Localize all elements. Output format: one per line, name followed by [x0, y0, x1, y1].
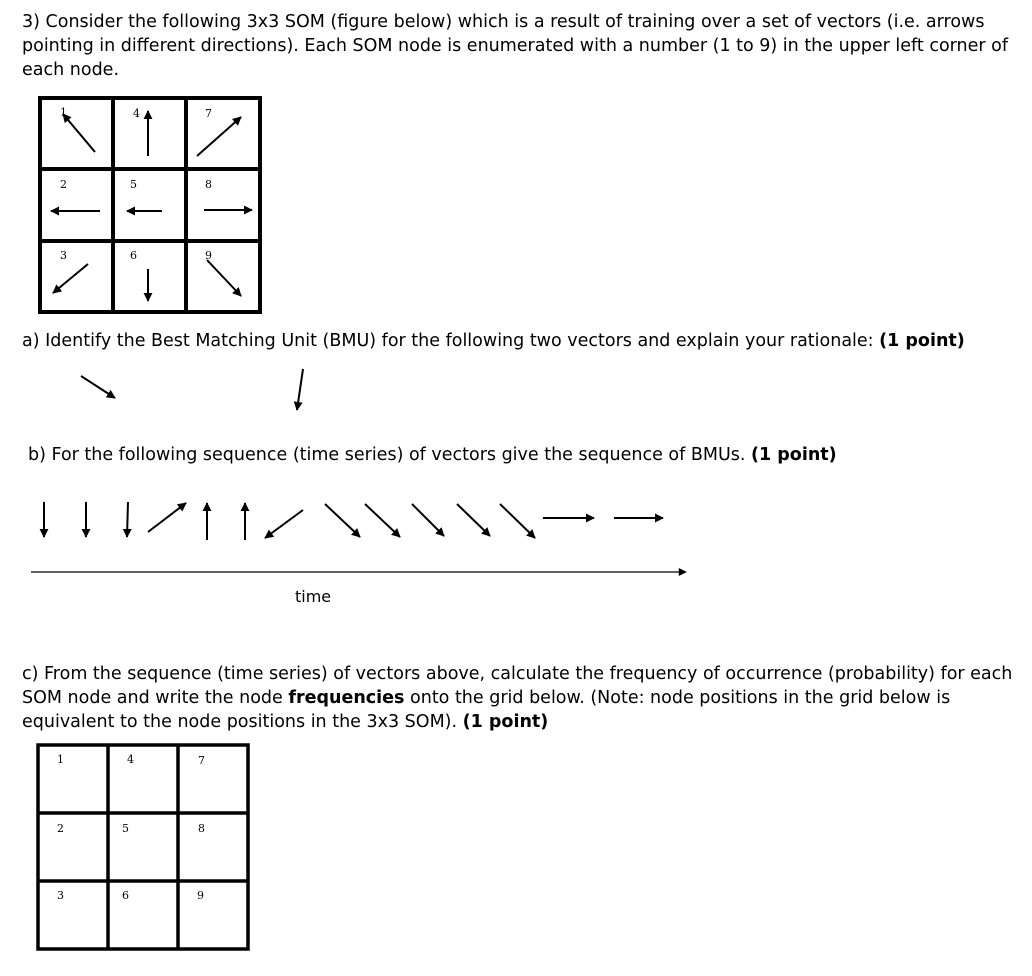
- answer-grid-number: 1: [57, 753, 64, 766]
- part-c-line-2: [22, 686, 1022, 710]
- som-node-number: 3: [60, 249, 67, 262]
- part-a-points: (1 point): [879, 331, 965, 351]
- som-node-number: 7: [205, 107, 212, 120]
- answer-grid-number: 9: [197, 889, 204, 902]
- som-node-number: 8: [205, 178, 212, 191]
- answer-grid-number: 7: [198, 754, 205, 767]
- vector-down-icon: [297, 369, 303, 410]
- part-b-text: b) For the following sequence (time series) of vectors give the sequence of BMUs.: [28, 445, 751, 465]
- seq-down-left-icon: [265, 510, 303, 538]
- part-a-vectors: [81, 369, 303, 410]
- answer-grid-number: 8: [198, 822, 205, 835]
- answer-grid-number: 2: [57, 822, 64, 835]
- part-c-bold-word: frequencies: [288, 688, 405, 708]
- seq-down-right-icon: [325, 504, 360, 537]
- part-c-line-3-start: equivalent to the node positions in the 3x3 SOM).: [22, 712, 463, 732]
- som-node-number: 9: [205, 249, 212, 262]
- part-a-text: a) Identify the Best Matching Unit (BMU) for the following two vectors and explain your rationale:: [22, 331, 880, 351]
- answer-grid: [38, 745, 248, 949]
- part-c-line-2-start: SOM node and write the node: [22, 688, 289, 708]
- time-axis-label: time: [295, 587, 332, 606]
- som-node-number: 5: [130, 178, 137, 191]
- vector-down-right-icon: [81, 376, 115, 398]
- node-7-arrow-icon: [197, 117, 241, 156]
- seq-up-right-icon: [148, 503, 186, 532]
- answer-grid-number: 5: [122, 822, 129, 835]
- som-node-number: 2: [60, 178, 67, 191]
- node-1-arrow-icon: [63, 114, 95, 152]
- part-c-line-2-end: onto the grid below. (Note: node positions in the grid below is: [404, 688, 951, 708]
- som-node-number: 1: [60, 106, 67, 119]
- answer-grid-number: 4: [127, 753, 134, 766]
- intro-line-1: 3) Consider the following 3x3 SOM (figure below) which is a result of training over a set of vectors (i.e. arrows: [22, 12, 985, 32]
- som-node-number: 6: [130, 249, 137, 262]
- node-3-arrow-icon: [53, 264, 88, 293]
- seq-down-right-icon: [457, 504, 490, 536]
- som-node-number: 4: [133, 107, 140, 120]
- intro-line-2: pointing in different directions). Each SOM node is enumerated with a number (1 to 9) in the upper left corner of: [22, 36, 1009, 56]
- part-b-question: [28, 443, 1028, 467]
- part-c-question: [22, 662, 1022, 734]
- seq-down-right-icon: [412, 504, 444, 536]
- seq-down-right-icon: [500, 504, 535, 538]
- node-9-arrow-icon: [207, 260, 241, 296]
- seq-down-icon: [127, 502, 128, 537]
- part-c-line-3: [22, 710, 1022, 734]
- part-c-points: (1 point): [462, 712, 549, 732]
- intro-line-3: each node.: [22, 60, 120, 80]
- seq-down-right-icon: [365, 504, 400, 537]
- sequence-arrows: [44, 502, 663, 540]
- answer-grid-number: 3: [57, 889, 64, 902]
- som-arrows: [51, 111, 252, 301]
- part-a-question: [22, 329, 1022, 353]
- answer-grid-number: 6: [122, 889, 129, 902]
- part-b-points: (1 point): [751, 445, 837, 465]
- part-c-line-1: c) From the sequence (time series) of vectors above, calculate the frequency of occurrence (probability) for each: [22, 664, 1013, 684]
